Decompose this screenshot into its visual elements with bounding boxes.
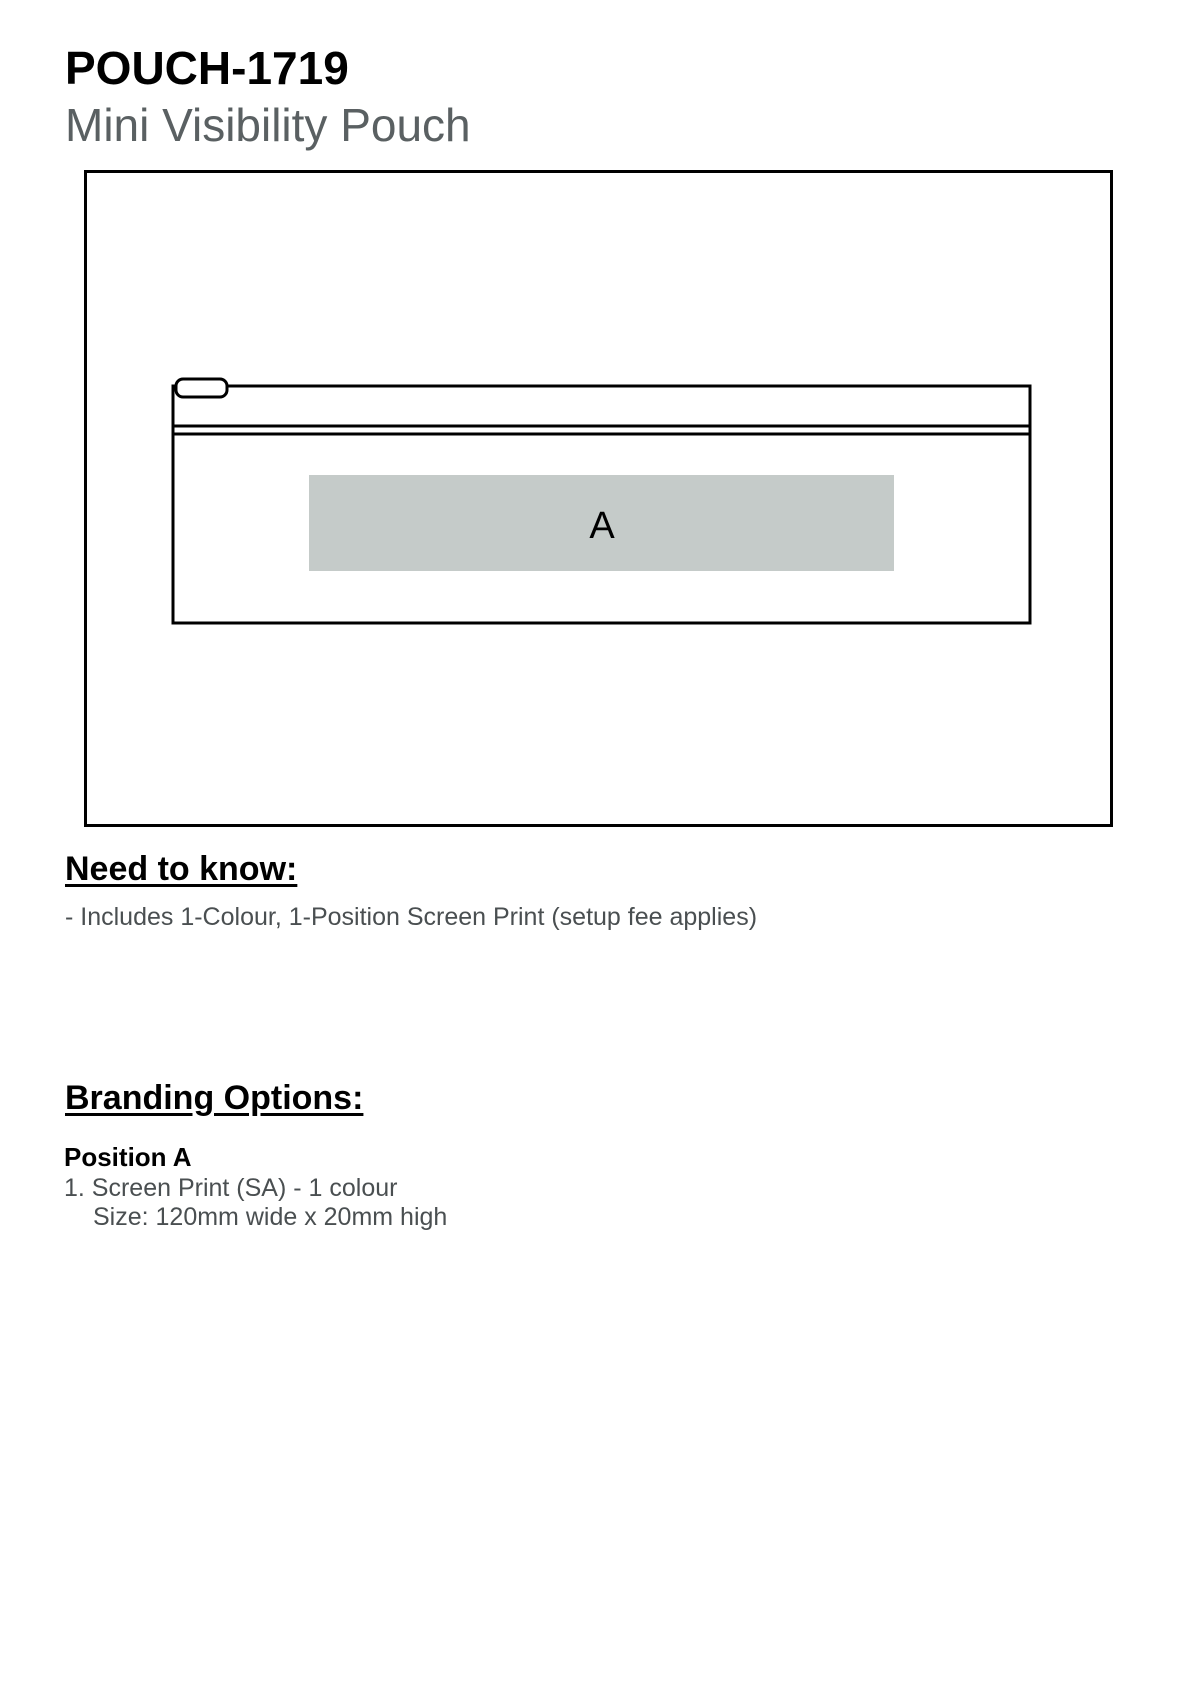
zipper-pull	[176, 379, 227, 397]
product-drawing-frame	[84, 170, 1113, 827]
branding-options-heading: Branding Options:	[65, 1079, 364, 1117]
product-name: Mini Visibility Pouch	[65, 99, 471, 151]
pouch-drawing	[87, 173, 1110, 824]
position-a-size: Size: 120mm wide x 20mm high	[93, 1203, 448, 1231]
product-code: POUCH-1719	[65, 42, 349, 94]
print-area-label: A	[589, 505, 615, 547]
position-a-method: 1. Screen Print (SA) - 1 colour	[64, 1174, 398, 1202]
need-to-know-heading: Need to know:	[65, 850, 298, 888]
need-to-know-item: - Includes 1-Colour, 1-Position Screen Print (setup fee applies)	[65, 903, 758, 931]
position-a-title: Position A	[64, 1142, 192, 1172]
